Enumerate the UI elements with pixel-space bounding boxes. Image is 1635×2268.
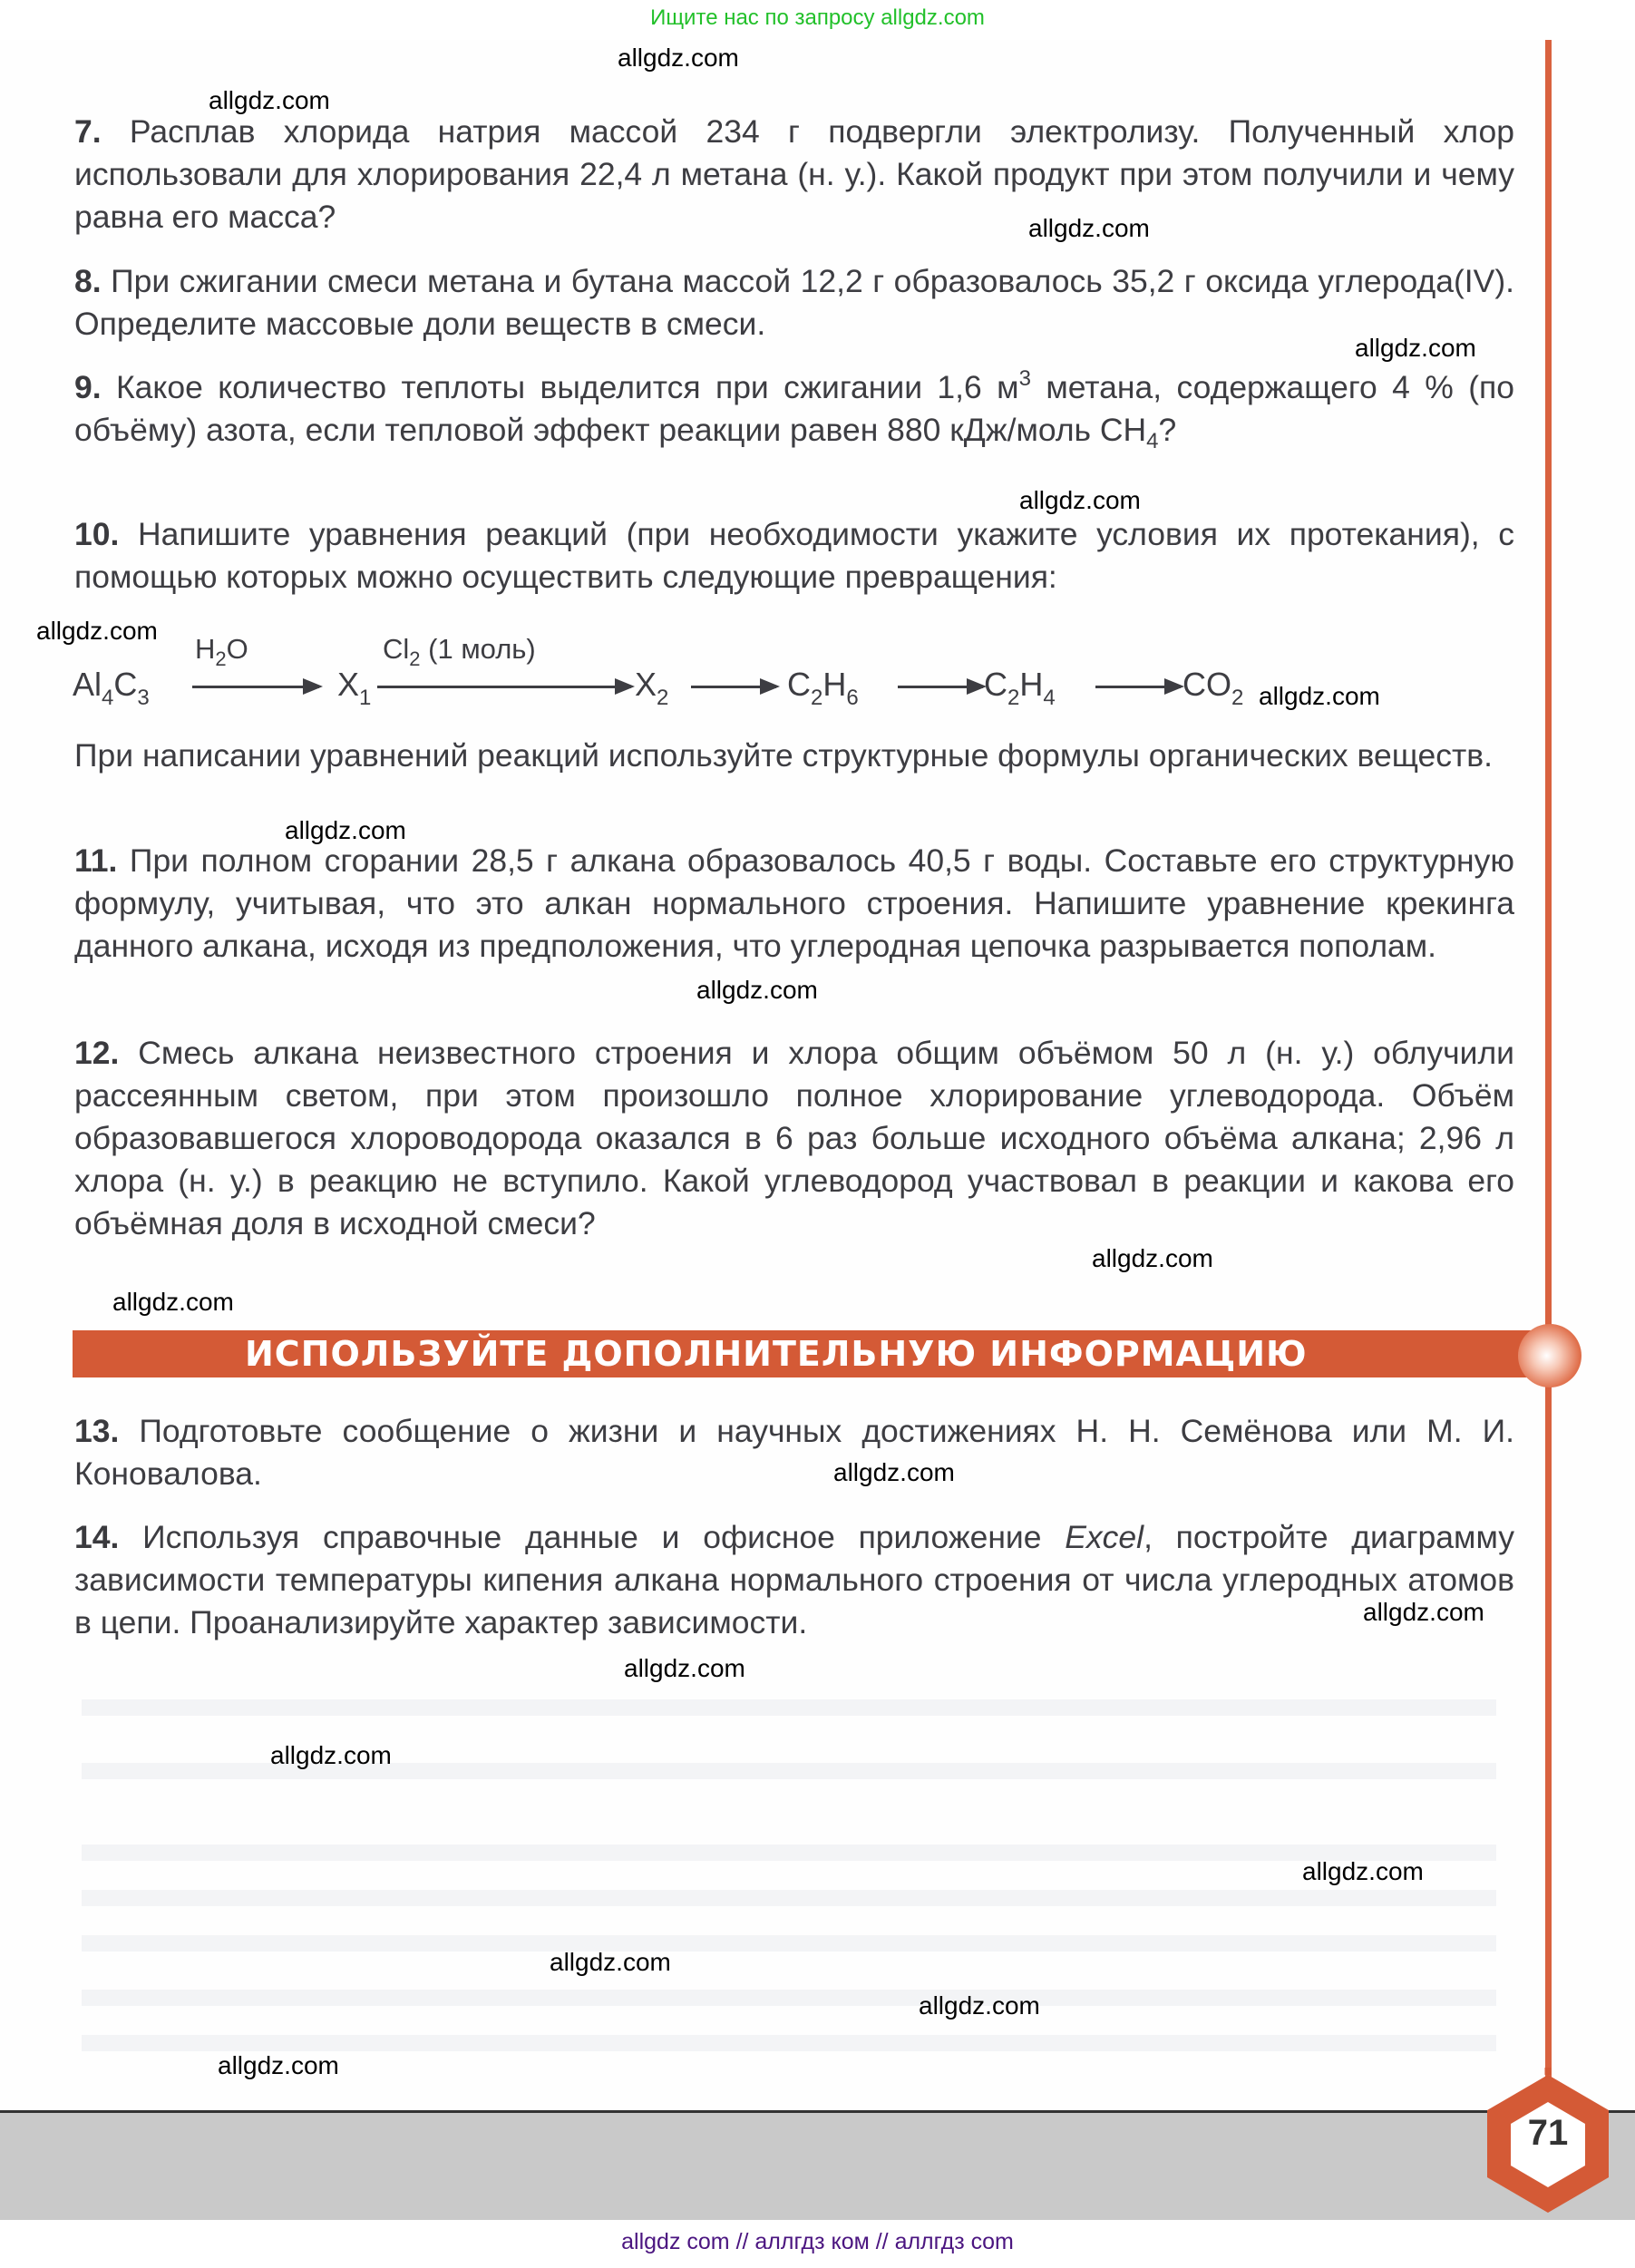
watermark: allgdz.com [1019,486,1141,514]
watermark: allgdz.com [209,86,330,114]
task-10-note [74,735,1514,777]
reaction-scheme [73,635,1433,716]
subscript: 4 [1146,429,1159,453]
arrow-label-chlorine: $Cl_2$ (1 моль) [383,633,536,670]
superscript: 3 [1018,366,1031,391]
watermark: allgdz.com [696,976,818,1004]
app-name: Excel [1065,1519,1144,1555]
watermark: allgdz.com [1259,682,1380,710]
arrow-right-icon [898,686,983,688]
task-12 [74,1032,1514,1245]
task-text: ? [1158,412,1177,448]
watermark: allgdz.com [218,2051,339,2079]
section-heading-bar [73,1330,1551,1377]
task-text: Используя справочные данные и офисное приложение [142,1519,1066,1555]
task-text: Смесь алкана неизвестного строения и хлора общим объёмом 50 л (н. у.) облучили рассеянным светом, при этом произошло полное хлорирование углеводорода. Объём образовавшегося хлороводорода оказался в 6 раз больше исходного объёма алкана; 2,96 л хлора (н. у.) в реакцию не вступило. Какой углеводород участвовал в реакции и какова его объёмная доля в исходной смеси? [74,1035,1514,1241]
decorative-ball-icon [1518,1324,1581,1387]
watermark: allgdz.com [919,1991,1040,2020]
task-number: 11. [74,842,118,879]
watermark: allgdz.com [550,1948,671,1976]
arrow-right-icon [1095,686,1181,688]
task-text: метана, содержащего 4 % (по объёму) азота, если тепловой эффект реакции равен 880 кДж/моль CH [74,369,1515,448]
task-number: 13. [74,1413,120,1449]
task-number: 10. [74,516,120,552]
arrow-right-icon [691,686,776,688]
watermark: allgdz.com [1028,214,1150,242]
arrow-right-icon [192,686,319,688]
task-14 [74,1516,1514,1644]
task-text: Какое количество теплоты выделится при сжигании 1,6 м [116,369,1019,405]
task-text: Напишите уравнения реакций (при необходимости укажите условия их протекания), с помощью которых можно осуществить следующие превращения: [74,516,1514,595]
task-number: 7. [74,113,102,150]
task-8 [74,260,1514,346]
watermark: allgdz.com [624,1654,745,1682]
top-banner: Ищите нас по запросу allgdz.com [650,5,985,30]
page-footer-band [0,2110,1635,2220]
formula-x1: $X_1$ [337,666,372,710]
watermark: allgdz.com [270,1741,392,1769]
watermark: allgdz.com [36,617,158,645]
task-text: При полном сгорании 28,5 г алкана образовалось 40,5 г воды. Составьте его структурную формулу, учитывая, что это алкан нормального строения. Напишите уравнение крекинга данного алкана, исходя из предположения, что углеродная цепочка разрывается пополам. [74,842,1514,964]
watermark: allgdz.com [618,44,739,72]
watermark: allgdz.com [1302,1857,1424,1885]
task-number: 12. [74,1035,120,1071]
task-text: При сжигании смеси метана и бутана массой 12,2 г образовалось 35,2 г оксида углерода(IV). Определите массовые доли веществ в смеси. [74,263,1515,342]
watermark: allgdz.com [112,1288,234,1316]
watermark: allgdz.com [1363,1598,1484,1626]
formula-al4c3: $Al_4C_3$ [73,666,150,710]
task-9 [74,366,1514,452]
formula-c2h4: $C_2H_4$ [984,666,1056,710]
task-text: , постройте диаграмму зависимости температуры кипения алкана нормального строения от числа углеродных атомов в цепи. Проанализируйте характер зависимости. [74,1519,1514,1640]
task-11 [74,840,1514,968]
formula-c2h6: $C_2H_6$ [787,666,859,710]
task-7 [74,111,1514,238]
section-heading: ИСПОЛЬЗУЙТЕ ДОПОЛНИТЕЛЬНУЮ ИНФОРМАЦИЮ [245,1334,1308,1374]
formula-co2: $CO_2$ [1182,666,1244,710]
watermark: allgdz.com [833,1458,955,1486]
bottom-banner: allgdz com // аллгдз ком // аллгдз com [621,2229,1014,2254]
task-number: 8. [74,263,102,299]
task-text: Расплав хлорида натрия массой 234 г подвергли электролизу. Полученный хлор использовали для хлорирования 22,4 л метана (н. у.). Какой продукт при этом получили и чему равна его масса? [74,113,1514,235]
task-10 [74,513,1514,599]
task-number: 14. [74,1519,120,1555]
task-note: При написании уравнений реакций используйте структурные формулы органических веществ. [74,737,1494,774]
task-13 [74,1410,1514,1495]
arrow-label-water: $H_2O$ [195,633,248,670]
task-text: Подготовьте сообщение о жизни и научных достижениях Н. Н. Семёнова или М. И. Коновалова. [74,1413,1514,1492]
task-number: 9. [74,369,102,405]
arrow-right-icon [377,686,631,688]
watermark: allgdz.com [1092,1244,1213,1272]
formula-x2: $X_2$ [635,666,669,710]
watermark: allgdz.com [1355,334,1476,362]
watermark: allgdz.com [285,816,406,844]
margin-rule [1545,40,1552,2117]
page-number: 71 [1527,2113,1569,2153]
